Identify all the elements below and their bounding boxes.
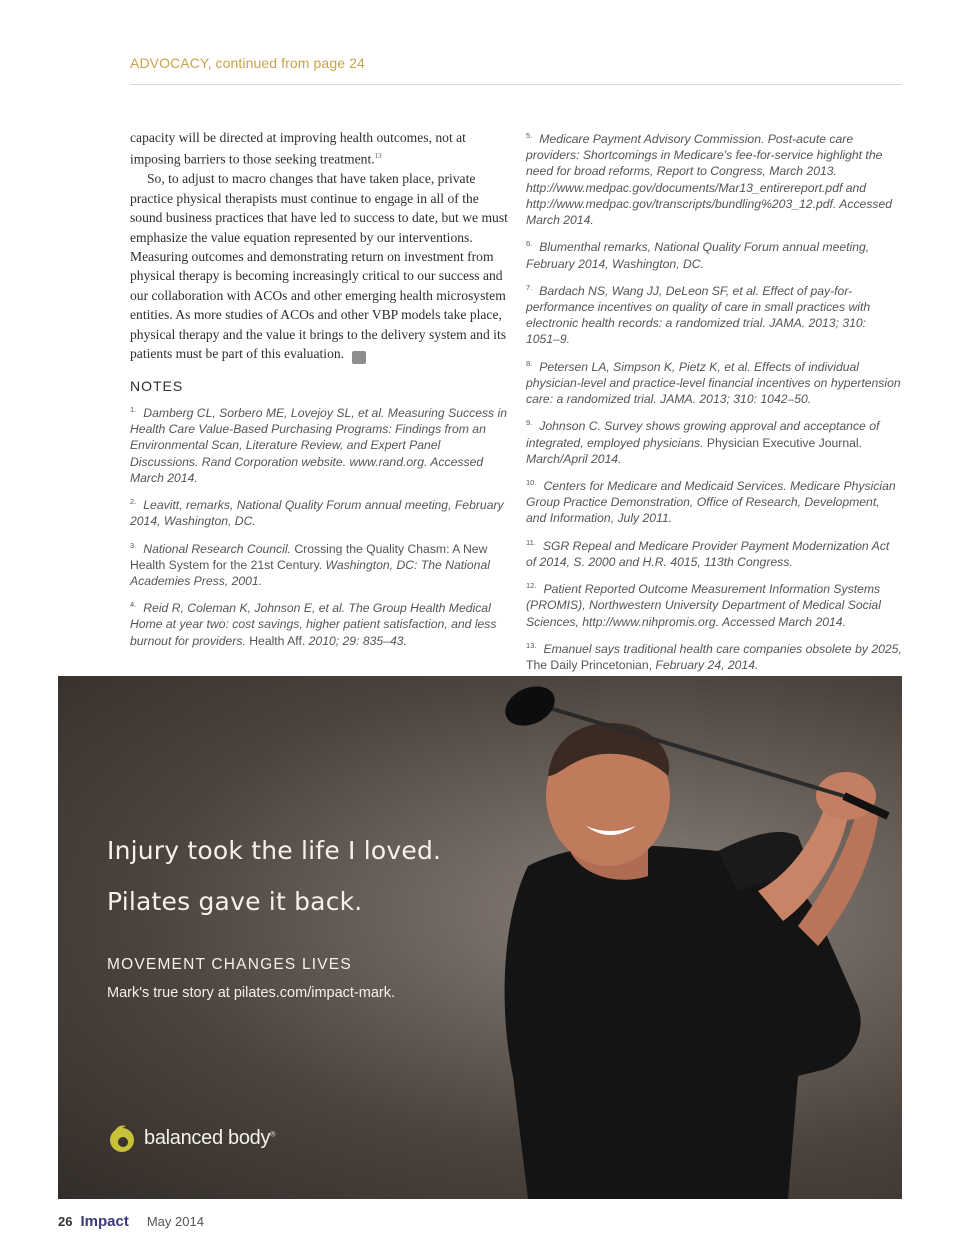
note-12	[526, 578, 902, 630]
paragraph-1-text: capacity will be directed at improving health outcomes, not at imposing barriers to those seeking treatment.	[130, 130, 466, 167]
magazine-name: Impact	[80, 1213, 129, 1230]
note-number: 5.	[526, 131, 533, 140]
ad-headline-2: Pilates gave it back.	[107, 887, 363, 916]
note-number: 12.	[526, 581, 537, 591]
note-text: Johnson C. Survey shows growing approval and acceptance of integrated, employed physicians.	[526, 419, 880, 450]
note-number: 1.	[130, 405, 137, 414]
note-text: Medicare Payment Advisory Commission. Post-acute care providers: Shortcomings in Medicare's fee-for-service highlight the need for broad reforms, Report to Congress, March 2013. http://www.medpac.gov/documents/Mar13_entirereport.pdf and http://www.medpac.gov/transcripts/bundling%203_12.pdf. Accessed March 2014.	[526, 132, 893, 228]
note-title: Physician Executive Journal.	[706, 435, 863, 450]
note-number: 7.	[526, 282, 533, 292]
ad-headline-1: Injury took the life I loved.	[107, 836, 442, 865]
note-number: 3.	[130, 540, 137, 550]
page-number: 26	[58, 1214, 73, 1229]
note-text: Blumenthal remarks, National Quality Forum annual meeting, February 2014, Washington, DC.	[526, 240, 870, 271]
note-8	[526, 356, 902, 408]
note-text: National Research Council.	[143, 541, 295, 556]
pilates-advertisement	[58, 676, 902, 1199]
right-column	[526, 128, 902, 681]
ad-url-line: Mark's true story at pilates.com/impact-mark.	[107, 985, 396, 1001]
note-text: Emanuel says traditional health care companies obsolete by 2025,	[543, 641, 902, 656]
balanced-body-logo	[106, 1122, 275, 1154]
note-number: 4.	[130, 600, 137, 610]
note-text: Reid R, Coleman K, Johnson E, et al. The Group Health Medical Home at year two: cost savings, higher patient satisfaction, and less burnout for providers.	[130, 601, 497, 648]
ref-13: 13	[374, 152, 382, 161]
header-rule	[130, 84, 902, 85]
note-number: 6.	[526, 239, 533, 249]
note-text: Damberg CL, Sorbero ME, Lovejoy SL, et al. Measuring Success in Health Care Value-Based Purchasing Programs: Findings from an Environmental Scan, Literature Review, and Expert Panel Discussions. Rand Corporation website. www.rand.org. Accessed March 2014.	[130, 406, 508, 485]
note-number: 10.	[526, 477, 537, 487]
note-text-end: March/April 2014.	[526, 451, 622, 466]
note-text: Leavitt, remarks, National Quality Forum annual meeting, February 2014, Washington, DC.	[130, 498, 504, 529]
note-3	[130, 538, 508, 590]
note-number: 8.	[526, 358, 533, 368]
paragraph-2	[130, 169, 508, 364]
note-text: SGR Repeal and Medicare Provider Payment Modernization Act of 2014, S. 2000 and H.R. 4015, 113th Congress.	[526, 538, 890, 569]
brand-name	[144, 1127, 275, 1150]
note-title: Crossing the Quality Chasm: A New Health System for the 21st Century.	[130, 541, 488, 572]
note-number: 9.	[526, 418, 533, 428]
note-text-end: February 24, 2014.	[652, 658, 759, 673]
note-6	[526, 236, 902, 271]
end-of-article-icon: I	[352, 351, 366, 364]
note-4	[130, 597, 508, 649]
note-text: Petersen LA, Simpson K, Pietz K, et al. Effects of individual physician-level and practice-level financial incentives on hypertension care: a randomized trial. JAMA. 2013; 310: 1042–50.	[526, 359, 901, 407]
paragraph-2-text: So, to adjust to macro changes that have taken place, private practice physical therapists must continue to engage in all of the sound business practices that have led to success to date, but we must emphasize the value equation represented by our interventions. Measuring outcomes and demonstrating return on investment from physical therapy is becoming increasingly critical to our success and our collaboration with ACOs and other emerging health microsystem entities. As more studies of ACOs and other VBP models take place, physical therapy and the value it brings to the delivery system and its patients must be part of this evaluation.	[130, 171, 508, 361]
note-number: 13.	[526, 640, 537, 650]
note-9	[526, 415, 902, 467]
note-text: Bardach NS, Wang JJ, DeLeon SF, et al. Effect of pay-for-performance incentives on quality of care in small practices with electronic health records: a randomized trial. JAMA. 2013; 310: 1051–9.	[526, 283, 871, 347]
note-number: 11.	[526, 537, 536, 547]
brand-registered-mark: ®	[270, 1130, 276, 1138]
brand-text: balanced body	[144, 1126, 271, 1149]
note-text-end: Washington, DC: The National Academies Press, 2001.	[130, 557, 490, 589]
note-11	[526, 535, 902, 570]
note-title: Health Aff.	[249, 633, 306, 648]
note-5	[526, 128, 902, 228]
note-2	[130, 494, 508, 529]
note-13	[526, 638, 902, 673]
continued-label: ADVOCACY, continued from page 24	[130, 55, 365, 71]
note-7	[526, 280, 902, 348]
note-text: Centers for Medicare and Medicaid Services. Medicare Physician Group Practice Demonstration, Office of Research, Development, and Information, July 2011.	[526, 479, 896, 526]
golf-club-head	[499, 679, 561, 734]
issue-date: May 2014	[146, 1214, 204, 1229]
ad-tagline: MOVEMENT CHANGES LIVES	[107, 956, 352, 973]
balanced-body-logo-icon	[106, 1122, 138, 1154]
note-title: The Daily Princetonian,	[526, 658, 652, 673]
note-number: 2.	[130, 497, 137, 507]
note-10	[526, 475, 902, 527]
note-text-end: 2010; 29: 835–43.	[305, 633, 407, 648]
page-footer	[58, 1213, 204, 1230]
golfer-photo	[418, 676, 902, 1199]
left-column	[130, 128, 508, 657]
note-text: Patient Reported Outcome Measurement Information Systems (PROMIS), Northwestern University Department of Medical Social Sciences, http://www.nihpromis.org. Accessed March 2014.	[526, 582, 881, 629]
note-1	[130, 402, 508, 486]
notes-heading: NOTES	[130, 378, 184, 394]
paragraph-1	[130, 128, 508, 169]
